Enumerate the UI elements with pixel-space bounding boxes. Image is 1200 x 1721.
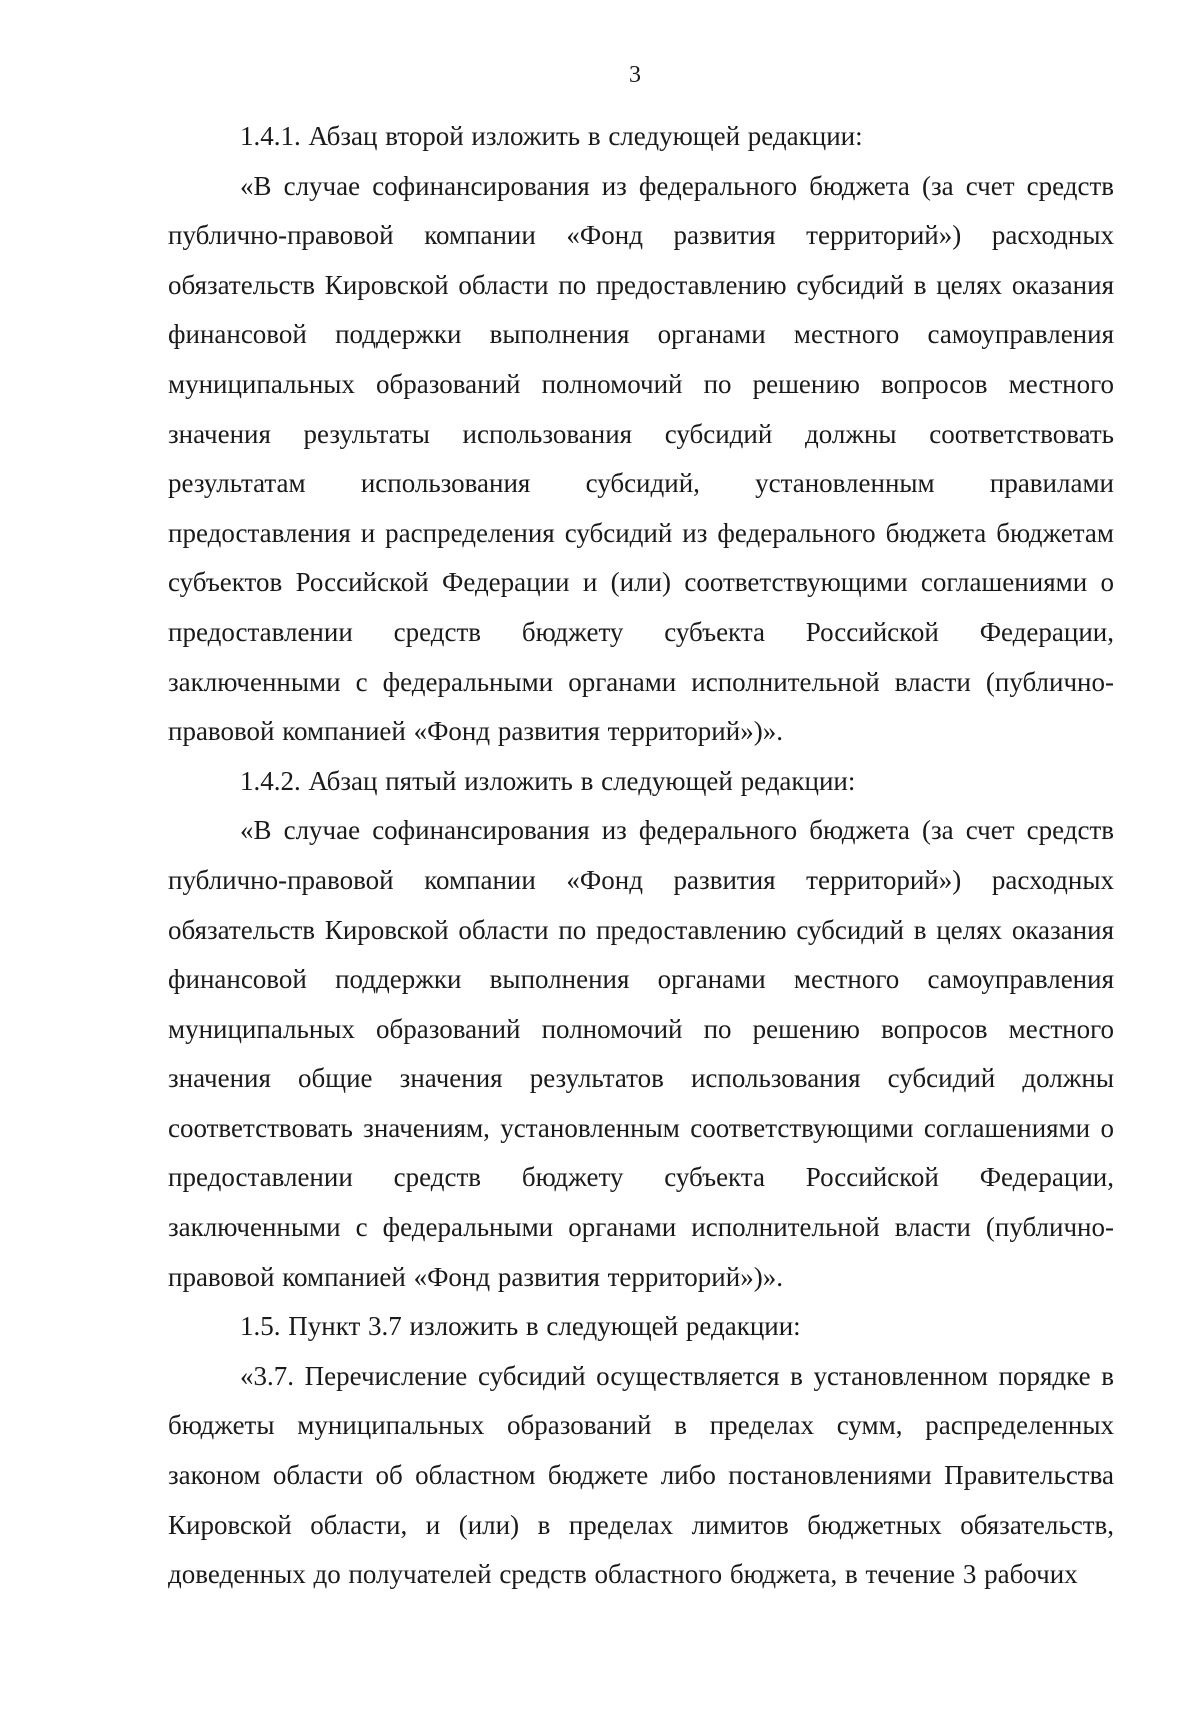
paragraph-1-4-1-text: «В случае софинансирования из федерального бюджета (за счет средств публично-правовой компании «Фонд развития территорий») расходных обязательств Кировской области по предоставлению субсидий в целях оказания финансовой поддержки выполнения органами местного самоуправления муниципальных образований полномочий по решению вопросов местного значения результаты использования субсидий должны соответствовать результатам использования субсидий, установленным правилами предоставления и распределения субсидий из федерального бюджета бюджетам субъектов Российской Федерации и (или) соответствующими соглашениями о предоставлении средств бюджету субъекта Российской Федерации, заключенными с федеральными органами исполнительной власти (публично-правовой компанией «Фонд развития территорий»)». <box>168 170 1114 747</box>
paragraph-1-4-2-text: «В случае софинансирования из федерального бюджета (за счет средств публично-правовой компании «Фонд развития территорий») расходных обязательств Кировской области по предоставлению субсидий в целях оказания финансовой поддержки выполнения органами местного самоуправления муниципальных образований полномочий по решению вопросов местного значения общие значения результатов использования субсидий должны соответствовать значениям, установленным соответствующими соглашениями о предоставлении средств бюджету субъекта Российской Федерации, заключенными с федеральными органами исполнительной власти (публично-правовой компанией «Фонд развития территорий»)». <box>168 815 1114 1292</box>
paragraph-1-4-2-heading: 1.4.2. Абзац пятый изложить в следующей редакции: <box>240 765 856 796</box>
paragraph-1-4-1-heading: 1.4.1. Абзац второй изложить в следующей редакции: <box>240 121 863 151</box>
paragraph-3-7-text: «3.7. Перечисление субсидий осуществляется в установленном порядке в бюджеты муниципальных образований в пределах сумм, распределенных законом области об областном бюджете либо постановлениями Правительства Кировской области, и (или) в пределах лимитов бюджетных обязательств, доведенных до получателей средств областного бюджета, в течение 3 рабочих <box>168 1360 1114 1590</box>
paragraph-1-5-heading: 1.5. Пункт 3.7 изложить в следующей редакции: <box>240 1311 801 1342</box>
page-number: 3 <box>629 62 641 88</box>
document-body <box>168 112 1114 1600</box>
